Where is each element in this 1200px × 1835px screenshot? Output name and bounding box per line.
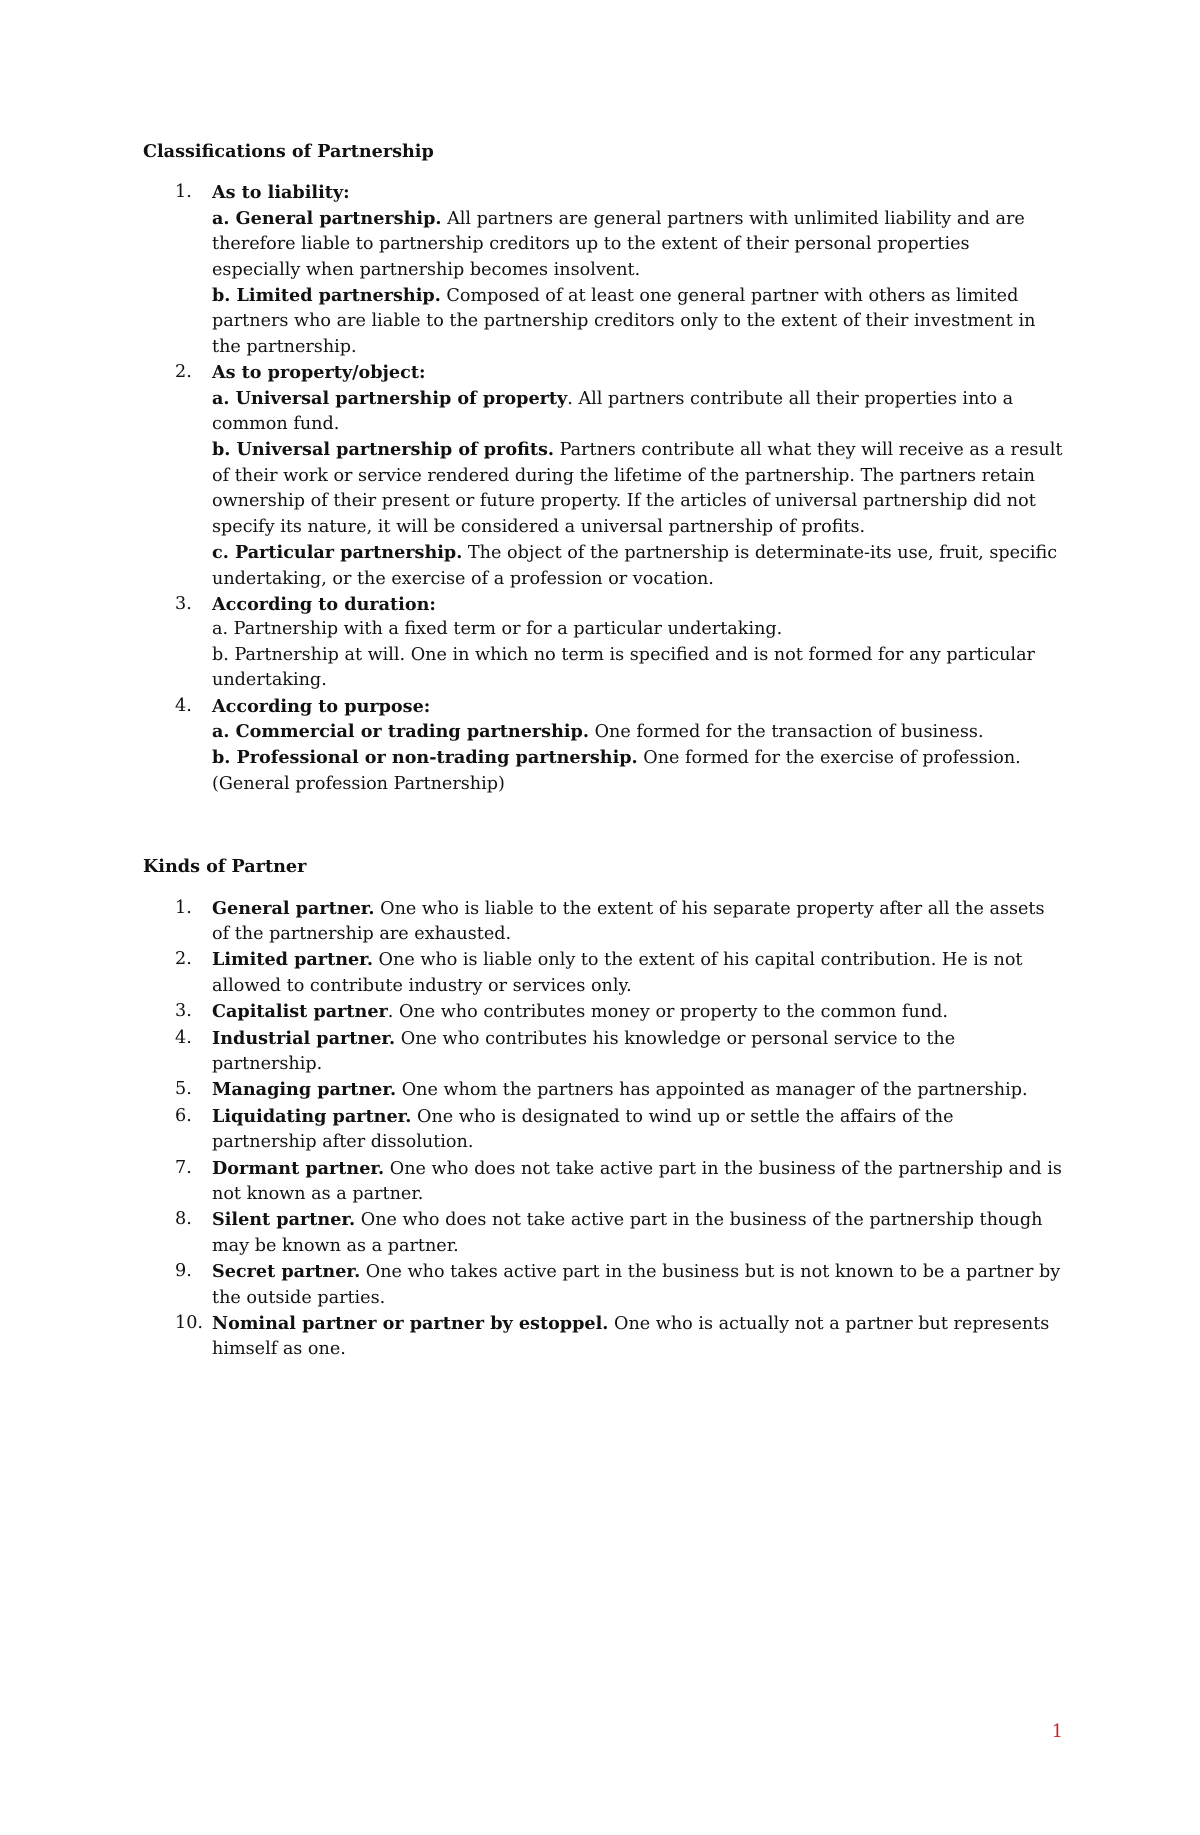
classifications-title: Classifications of Partnership (143, 141, 434, 162)
kind-term: Secret partner. (212, 1261, 361, 1283)
subitem-term: a. Universal partnership of property (212, 387, 568, 409)
kind-item (143, 999, 1063, 1025)
subitem-term: b. Universal partnership of profits. (212, 439, 555, 461)
kinds-list (143, 896, 1063, 1363)
list-number: 10. (175, 1313, 203, 1334)
kind-text: One who is liable only to the extent of his capital contribution. He is not allowed to contribute industry or services only. (212, 950, 1023, 996)
list-number: 2. (175, 362, 192, 383)
subitem-text: One formed for the transaction of business. (588, 721, 984, 742)
kind-text: One who does not take active part in the business of the partnership though may be known as a partner. (212, 1210, 1043, 1256)
kind-item (143, 947, 1063, 999)
kind-term: Industrial partner. (212, 1027, 396, 1049)
classification-subitem (212, 745, 1063, 797)
list-number: 1. (175, 182, 192, 203)
kind-term: Nominal partner or partner by estoppel. (212, 1313, 609, 1335)
kind-text: One who is designated to wind up or settle the affairs of the partnership after dissolution. (212, 1106, 954, 1153)
subitem-text: The object of the partnership is determinate-its use, fruit, specific undertaking, or the exercise of a profession or vocation. (212, 543, 1058, 589)
kinds-title: Kinds of Partner (143, 856, 307, 878)
list-number: 8. (175, 1209, 192, 1230)
list-number: 5. (175, 1079, 192, 1100)
subitem-text: One formed for the exercise of profession. (General profession Partnership) (212, 748, 1021, 794)
kind-item (143, 1156, 1063, 1208)
subitem-term: c. Particular partnership. (212, 542, 463, 564)
list-number: 2. (175, 949, 192, 970)
kind-term: Dormant partner. (212, 1157, 385, 1179)
subitem-text: a. Partnership with a fixed term or for a particular undertaking. (212, 619, 783, 640)
classification-subitem (212, 437, 1063, 540)
subitem-text: b. Partnership at will. One in which no term is specified and is not formed for any particular undertaking. (212, 644, 1035, 691)
subitem-term: a. General partnership. (212, 207, 442, 229)
classification-subitem (212, 617, 1063, 642)
list-number: 6. (175, 1105, 192, 1126)
subitem-term: b. Professional or non-trading partnership. (212, 747, 638, 769)
kind-term: Capitalist partner (212, 1001, 388, 1023)
kind-term: Silent partner. (212, 1209, 356, 1231)
page-number: 1 (1051, 1722, 1063, 1742)
list-number: 7. (175, 1157, 192, 1178)
kind-item (143, 1104, 1063, 1156)
classification-subitem (212, 206, 1063, 283)
classification-item (143, 360, 1063, 592)
kind-item (143, 1259, 1063, 1311)
classification-subitem (212, 643, 1063, 694)
classification-item (143, 592, 1063, 694)
kind-text: One who contributes his knowledge or personal service to the partnership. (212, 1028, 956, 1074)
kind-text: . One who contributes money or property to the common fund. (387, 1002, 949, 1023)
list-number: 4. (175, 1027, 192, 1048)
kind-text: One who does not take active part in the business of the partnership and is not known as a partner. (212, 1158, 1062, 1205)
classification-subitem (212, 386, 1063, 438)
document-content (143, 139, 1063, 1363)
classification-heading: As to property/object: (212, 362, 426, 384)
list-number: 3. (175, 593, 192, 614)
subitem-text: . All partners contribute all their properties into a common fund. (212, 388, 1014, 435)
list-number: 4. (175, 695, 192, 716)
subitem-term: b. Limited partnership. (212, 285, 441, 307)
kind-term: General partner. (212, 897, 375, 919)
kind-text: One who is actually not a partner but represents himself as one. (212, 1314, 1050, 1360)
subitem-term: a. Commercial or trading partnership. (212, 720, 589, 742)
kind-item (143, 896, 1063, 948)
kind-text: One whom the partners has appointed as manager of the partnership. (396, 1080, 1028, 1101)
kind-item (143, 1026, 1063, 1078)
subitem-text: Partners contribute all what they will receive as a result of their work or service rendered during the lifetime of the partnership. The partners retain ownership of their present or future property. If the articles of universal partnership did not specify its nature, it will be considered a universal partnership of profits. (212, 440, 1063, 537)
classification-item (143, 694, 1063, 798)
classification-subitem (212, 283, 1063, 360)
classification-heading: According to purpose: (212, 695, 431, 717)
kind-item (143, 1207, 1063, 1259)
kind-item (143, 1077, 1063, 1103)
list-number: 3. (175, 1001, 192, 1022)
classification-item (143, 180, 1063, 360)
subitem-text: Composed of at least one general partner with others as limited partners who are liable to the partnership creditors only to the extent of their investment in the partnership. (212, 286, 1036, 357)
classification-subitem (212, 719, 1063, 745)
list-number: 9. (175, 1261, 192, 1282)
classifications-list (143, 180, 1063, 797)
kind-text: One who takes active part in the business but is not known to be a partner by the outside parties. (212, 1262, 1061, 1308)
list-number: 1. (175, 897, 192, 918)
subitem-text: All partners are general partners with unlimited liability and are therefore liable to partnership creditors up to the extent of their personal properties especially when partnership becomes insolvent. (212, 208, 1025, 280)
kind-term: Limited partner. (212, 949, 373, 971)
classification-subitem (212, 540, 1063, 592)
kind-text: One who is liable to the extent of his separate property after all the assets of the partnership are exhausted. (212, 898, 1045, 944)
classification-heading: As to liability: (212, 182, 350, 204)
kind-term: Managing partner. (212, 1079, 397, 1101)
classification-heading: According to duration: (212, 593, 436, 615)
kind-term: Liquidating partner. (212, 1105, 412, 1127)
kind-item (143, 1311, 1063, 1363)
